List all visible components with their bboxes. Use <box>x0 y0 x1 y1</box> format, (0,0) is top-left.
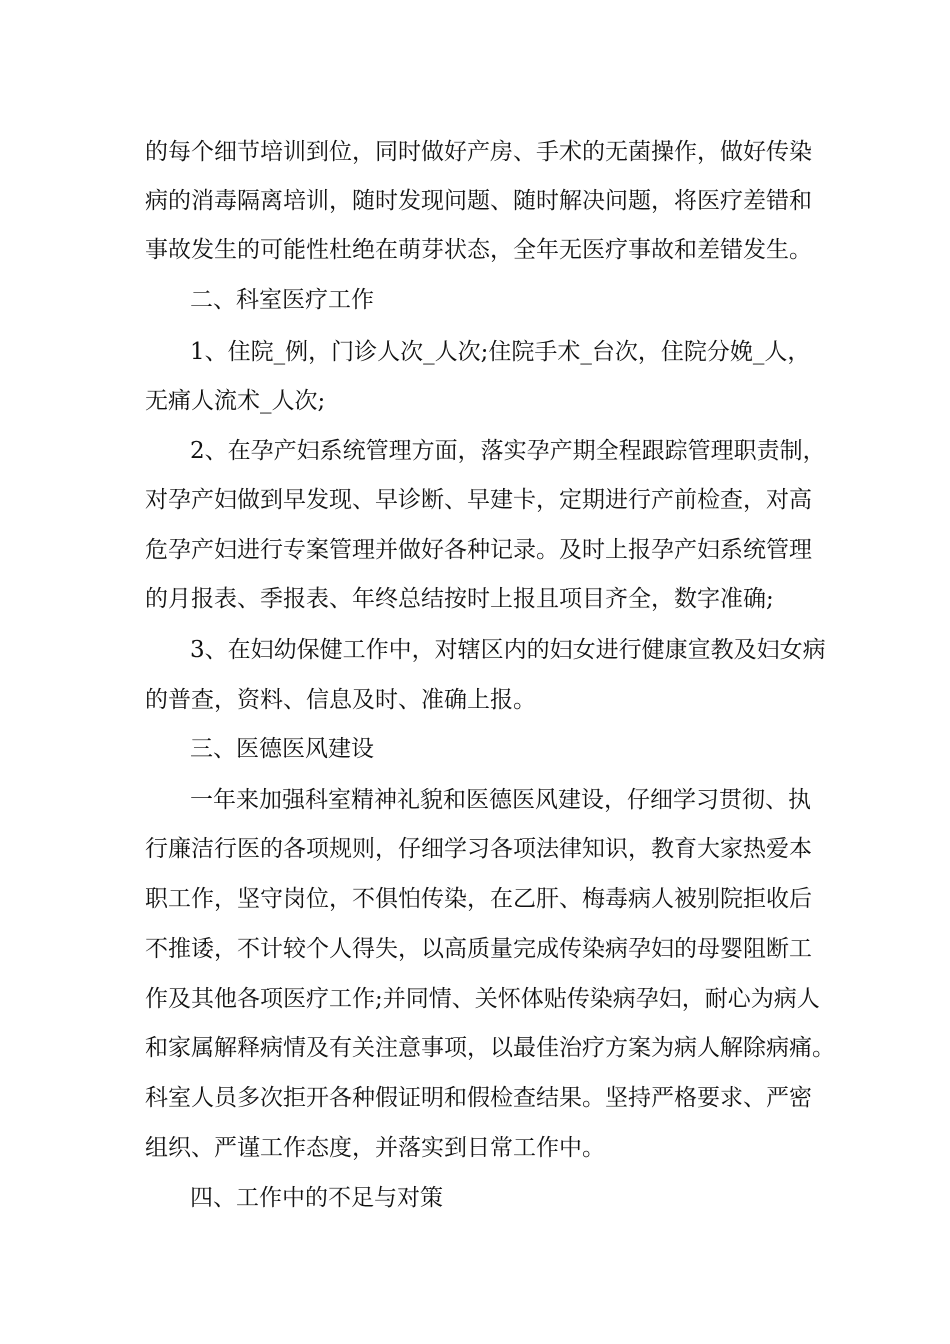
text-line: 组织、严谨工作态度，并落实到日常工作中。 <box>145 1135 605 1161</box>
text-line: 2、在孕产妇系统管理方面，落实孕产期全程跟踪管理职责制， <box>190 438 826 464</box>
text-line: 作及其他各项医疗工作;并同情、关怀体贴传染病孕妇，耐心为病人 <box>145 986 820 1012</box>
text-line: 的月报表、季报表、年终总结按时上报且项目齐全，数字准确; <box>145 586 774 612</box>
section-heading: 二、科室医疗工作 <box>190 287 374 313</box>
text-line: 科室人员多次拒开各种假证明和假检查结果。坚持严格要求、严密 <box>145 1085 812 1111</box>
text-line: 行廉洁行医的各项规则，仔细学习各项法律知识，教育大家热爱本 <box>145 836 812 862</box>
text-line: 和家属解释病情及有关注意事项，以最佳治疗方案为病人解除病痛。 <box>145 1035 835 1061</box>
text-line: 对孕产妇做到早发现、早诊断、早建卡，定期进行产前检查，对高 <box>145 487 812 513</box>
text-line: 不推诿，不计较个人得失，以高质量完成传染病孕妇的母婴阻断工 <box>145 936 812 962</box>
text-line: 3、在妇幼保健工作中，对辖区内的妇女进行健康宣教及妇女病 <box>190 637 826 663</box>
section-heading: 三、医德医风建设 <box>190 736 374 762</box>
text-line: 一年来加强科室精神礼貌和医德医风建设，仔细学习贯彻、执 <box>190 787 811 813</box>
text-line: 的每个细节培训到位，同时做好产房、手术的无菌操作，做好传染 <box>145 139 812 165</box>
text-line: 职工作，坚守岗位，不俱怕传染，在乙肝、梅毒病人被别院拒收后 <box>145 886 812 912</box>
text-line: 病的消毒隔离培训，随时发现问题、随时解决问题，将医疗差错和 <box>145 188 812 214</box>
text-line: 的普查，资料、信息及时、准确上报。 <box>145 687 536 713</box>
text-line: 危孕产妇进行专案管理并做好各种记录。及时上报孕产妇系统管理 <box>145 537 812 563</box>
text-line: 无痛人流术_人次; <box>145 388 326 414</box>
text-line: 事故发生的可能性杜绝在萌芽状态，全年无医疗事故和差错发生。 <box>145 237 812 263</box>
section-heading: 四、工作中的不足与对策 <box>190 1185 443 1211</box>
text-line: 1、住院_例，门诊人次_人次;住院手术_台次，住院分娩_人， <box>190 339 811 365</box>
